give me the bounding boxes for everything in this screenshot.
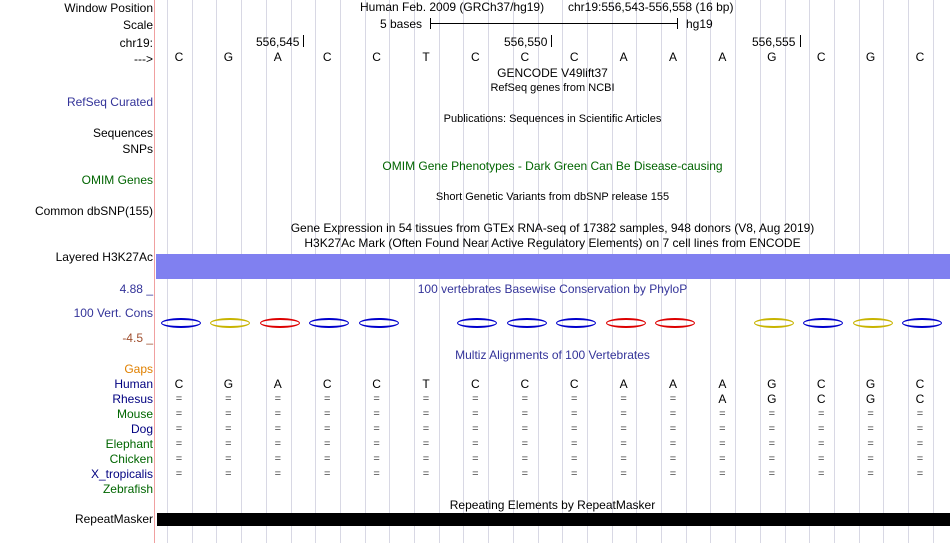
phylop-base-glyph xyxy=(902,318,942,328)
alignment-cell: = xyxy=(768,453,776,465)
alignment-cell: = xyxy=(817,423,825,435)
dbsnp-label[interactable]: Common dbSNP(155) xyxy=(34,204,153,218)
position-text: chr19:556,543-556,558 (16 bp) xyxy=(568,0,734,14)
alignment-cell: = xyxy=(817,408,825,420)
repeatmasker-label[interactable]: RepeatMasker xyxy=(74,512,153,526)
alignment-cell: = xyxy=(669,438,677,450)
alignment-cell: G xyxy=(865,377,876,391)
alignment-cell: = xyxy=(916,438,924,450)
alignment-cell: = xyxy=(620,468,627,480)
alignment-cell: = xyxy=(422,408,430,420)
alignment-cell: = xyxy=(274,438,282,450)
alignment-cell: = xyxy=(817,468,825,480)
reference-base: A xyxy=(718,50,727,64)
alignment-cell: A xyxy=(619,377,628,391)
alignment-cell: = xyxy=(274,468,282,480)
scale-bar xyxy=(430,23,678,24)
alignment-cell: = xyxy=(570,468,578,480)
alignment-cell: = xyxy=(521,468,529,480)
alignment-cell: = xyxy=(669,408,677,420)
alignment-cell: C xyxy=(322,377,332,391)
sequences-label[interactable]: Sequences xyxy=(92,126,153,140)
strand-label: ---> xyxy=(134,52,153,66)
alignment-cell: = xyxy=(867,423,874,435)
gencode-title[interactable]: GENCODE V49lift37 xyxy=(497,66,608,80)
alignment-cell: C xyxy=(915,392,925,406)
chrom-label: chr19: xyxy=(119,36,153,50)
alignment-cell: = xyxy=(175,453,183,465)
alignment-cell: = xyxy=(620,393,627,405)
coord-tick-2 xyxy=(551,35,552,47)
alignment-cell: = xyxy=(768,408,776,420)
alignment-cell: = xyxy=(620,453,627,465)
reference-base: A xyxy=(668,50,677,64)
alignment-cell: = xyxy=(472,453,479,465)
alignment-cell: = xyxy=(422,438,430,450)
reference-base: A xyxy=(619,50,628,64)
alignment-cell: = xyxy=(422,468,430,480)
alignment-cell: C xyxy=(816,392,826,406)
gtex-title[interactable]: Gene Expression in 54 tissues from GTEx RNA-seq of 17382 samples, 948 donors (V8, Aug 2019) xyxy=(290,221,815,235)
alignment-cell: C xyxy=(520,377,530,391)
alignment-cell: A xyxy=(718,377,727,391)
alignment-cell: = xyxy=(521,453,529,465)
alignment-cell: = xyxy=(422,423,430,435)
species-label-human[interactable]: Human xyxy=(114,377,153,391)
alignment-cell: = xyxy=(472,393,479,405)
alignment-cell: = xyxy=(817,438,825,450)
reference-base: G xyxy=(865,50,876,64)
alignment-cell: = xyxy=(570,393,578,405)
alignment-cell: = xyxy=(323,393,331,405)
alignment-cell: = xyxy=(768,468,776,480)
alignment-cell: G xyxy=(865,392,876,406)
scale-text: 5 bases xyxy=(380,17,423,31)
alignment-cell: = xyxy=(225,438,232,450)
phylop-min: -4.5 _ xyxy=(122,331,153,345)
multiz-title[interactable]: Multiz Alignments of 100 Vertebrates xyxy=(455,348,650,362)
alignment-cell: = xyxy=(521,408,529,420)
alignment-cell: = xyxy=(373,393,380,405)
phylop-base-glyph xyxy=(507,318,547,328)
alignment-cell: C xyxy=(471,377,480,391)
alignment-cell: = xyxy=(175,438,183,450)
reference-base: C xyxy=(174,50,184,64)
alignment-cell: = xyxy=(669,393,677,405)
dbsnp-title[interactable]: Short Genetic Variants from dbSNP release 155 xyxy=(435,191,670,203)
species-label-x_tropicalis[interactable]: X_tropicalis xyxy=(90,467,153,481)
alignment-cell: = xyxy=(768,438,776,450)
alignment-cell: C xyxy=(372,377,381,391)
alignment-cell: = xyxy=(570,438,578,450)
alignment-cell: = xyxy=(323,423,331,435)
alignment-cell: = xyxy=(472,468,479,480)
reference-base: C xyxy=(569,50,579,64)
alignment-cell: = xyxy=(620,438,627,450)
alignment-cell: G xyxy=(767,392,777,406)
alignment-cell: = xyxy=(373,468,380,480)
species-label-zebrafish[interactable]: Zebrafish xyxy=(102,482,153,496)
alignment-cell: = xyxy=(719,438,726,450)
alignment-cell: A xyxy=(718,392,727,406)
alignment-cell: = xyxy=(916,408,924,420)
alignment-cell: C xyxy=(915,377,925,391)
alignment-cell: = xyxy=(916,468,924,480)
phylop-base-glyph xyxy=(803,318,843,328)
h3k27-signal-bar[interactable] xyxy=(156,254,950,279)
scale-bar-right-tick xyxy=(677,18,678,29)
alignment-cell: = xyxy=(669,453,677,465)
alignment-cell: = xyxy=(521,393,529,405)
alignment-cell: = xyxy=(175,408,183,420)
alignment-cell: = xyxy=(719,453,726,465)
alignment-cell: = xyxy=(274,393,282,405)
h3k27-label[interactable]: Layered H3K27Ac xyxy=(55,250,153,264)
phylop-base-glyph xyxy=(161,318,201,328)
alignment-cell: = xyxy=(570,408,578,420)
refseq-curated-label[interactable]: RefSeq Curated xyxy=(66,95,153,109)
coord-1: 556,545 xyxy=(256,35,300,49)
phylop-max: 4.88 _ xyxy=(119,282,153,296)
reference-base: T xyxy=(422,50,430,64)
phylop-label[interactable]: 100 Vert. Cons xyxy=(73,306,153,320)
alignment-cell: = xyxy=(274,453,282,465)
assembly-text: Human Feb. 2009 (GRCh37/hg19) xyxy=(360,0,545,14)
alignment-cell: = xyxy=(867,408,874,420)
scale-db: hg19 xyxy=(686,17,713,31)
publications-title[interactable]: Publications: Sequences in Scientific Articles xyxy=(443,113,662,125)
alignment-cell: = xyxy=(373,423,380,435)
h3k27-title[interactable]: H3K27Ac Mark (Often Found Near Active Regulatory Elements) on 7 cell lines from ENCODE xyxy=(304,236,801,250)
coord-tick-3 xyxy=(800,35,801,47)
species-label-dog[interactable]: Dog xyxy=(130,422,153,436)
alignment-cell: = xyxy=(323,438,331,450)
alignment-cell: = xyxy=(225,408,232,420)
alignment-cell: C xyxy=(816,377,826,391)
alignment-cell: = xyxy=(472,423,479,435)
phylop-base-glyph xyxy=(556,318,596,328)
alignment-cell: = xyxy=(422,453,430,465)
scale-label: Scale xyxy=(122,18,153,32)
alignment-cell: = xyxy=(719,468,726,480)
alignment-cell: = xyxy=(916,453,924,465)
alignment-cell: T xyxy=(422,377,430,391)
alignment-cell: C xyxy=(569,377,579,391)
reference-base: G xyxy=(223,50,234,64)
reference-base: C xyxy=(471,50,480,64)
alignment-cell: A xyxy=(273,377,282,391)
omim-title[interactable]: OMIM Gene Phenotypes - Dark Green Can Be Disease-causing xyxy=(382,159,723,173)
alignment-cell: = xyxy=(719,408,726,420)
alignment-cell: C xyxy=(174,377,184,391)
alignment-cell: = xyxy=(323,453,331,465)
alignment-cell: = xyxy=(768,423,776,435)
coord-3: 556,555 xyxy=(752,35,796,49)
alignment-cell: = xyxy=(521,438,529,450)
species-label-chicken[interactable]: Chicken xyxy=(109,452,153,466)
alignment-cell: G xyxy=(767,377,777,391)
alignment-cell: = xyxy=(916,423,924,435)
alignment-cell: = xyxy=(373,453,380,465)
alignment-cell: = xyxy=(323,408,331,420)
reference-base: C xyxy=(322,50,332,64)
coord-tick-1 xyxy=(303,35,304,47)
species-label-elephant[interactable]: Elephant xyxy=(105,437,153,451)
alignment-cell: G xyxy=(223,377,234,391)
alignment-cell: = xyxy=(225,423,232,435)
coord-2: 556,550 xyxy=(504,35,548,49)
phylop-title[interactable]: 100 vertebrates Basewise Conservation by PhyloP xyxy=(417,282,688,296)
gaps-label[interactable]: Gaps xyxy=(124,362,153,376)
alignment-cell: = xyxy=(373,438,380,450)
phylop-base-glyph xyxy=(853,318,893,328)
alignment-cell: = xyxy=(225,468,232,480)
alignment-cell: = xyxy=(225,393,232,405)
phylop-base-glyph xyxy=(260,318,300,328)
phylop-base-glyph xyxy=(655,318,695,328)
phylop-base-glyph xyxy=(754,318,794,328)
reference-base: C xyxy=(816,50,826,64)
alignment-cell: = xyxy=(175,423,183,435)
alignment-cell: = xyxy=(719,423,726,435)
alignment-cell: = xyxy=(521,423,529,435)
reference-base: A xyxy=(273,50,282,64)
refseq-subtitle[interactable]: RefSeq genes from NCBI xyxy=(490,82,615,94)
species-label-rhesus[interactable]: Rhesus xyxy=(112,392,153,406)
scale-bar-left-tick xyxy=(430,18,431,29)
phylop-base-glyph xyxy=(359,318,399,328)
alignment-cell: = xyxy=(274,408,282,420)
reference-base: C xyxy=(520,50,530,64)
snps-label[interactable]: SNPs xyxy=(122,142,153,156)
omim-genes-label[interactable]: OMIM Genes xyxy=(81,173,153,187)
alignment-cell: = xyxy=(817,453,825,465)
alignment-cell: = xyxy=(225,453,232,465)
alignment-cell: = xyxy=(472,438,479,450)
reference-base: C xyxy=(915,50,925,64)
alignment-cell: = xyxy=(175,393,183,405)
alignment-cell: = xyxy=(274,423,282,435)
alignment-cell: = xyxy=(175,468,183,480)
alignment-cell: = xyxy=(867,468,874,480)
alignment-cell: = xyxy=(620,423,627,435)
repeatmasker-bar[interactable] xyxy=(157,513,950,526)
alignment-cell: = xyxy=(669,468,677,480)
phylop-base-glyph xyxy=(309,318,349,328)
alignment-cell: = xyxy=(570,453,578,465)
species-label-mouse[interactable]: Mouse xyxy=(116,407,153,421)
alignment-cell: = xyxy=(422,393,430,405)
alignment-cell: = xyxy=(373,408,380,420)
alignment-cell: = xyxy=(867,438,874,450)
reference-base: C xyxy=(372,50,381,64)
window-position-label: Window Position xyxy=(64,1,153,15)
alignment-cell: = xyxy=(472,408,479,420)
repeat-title[interactable]: Repeating Elements by RepeatMasker xyxy=(449,498,656,512)
alignment-cell: = xyxy=(620,408,627,420)
alignment-cell: A xyxy=(668,377,677,391)
phylop-base-glyph xyxy=(606,318,646,328)
alignment-cell: = xyxy=(867,453,874,465)
alignment-cell: = xyxy=(669,423,677,435)
alignment-cell: = xyxy=(323,468,331,480)
reference-base: G xyxy=(767,50,777,64)
alignment-cell: = xyxy=(570,423,578,435)
